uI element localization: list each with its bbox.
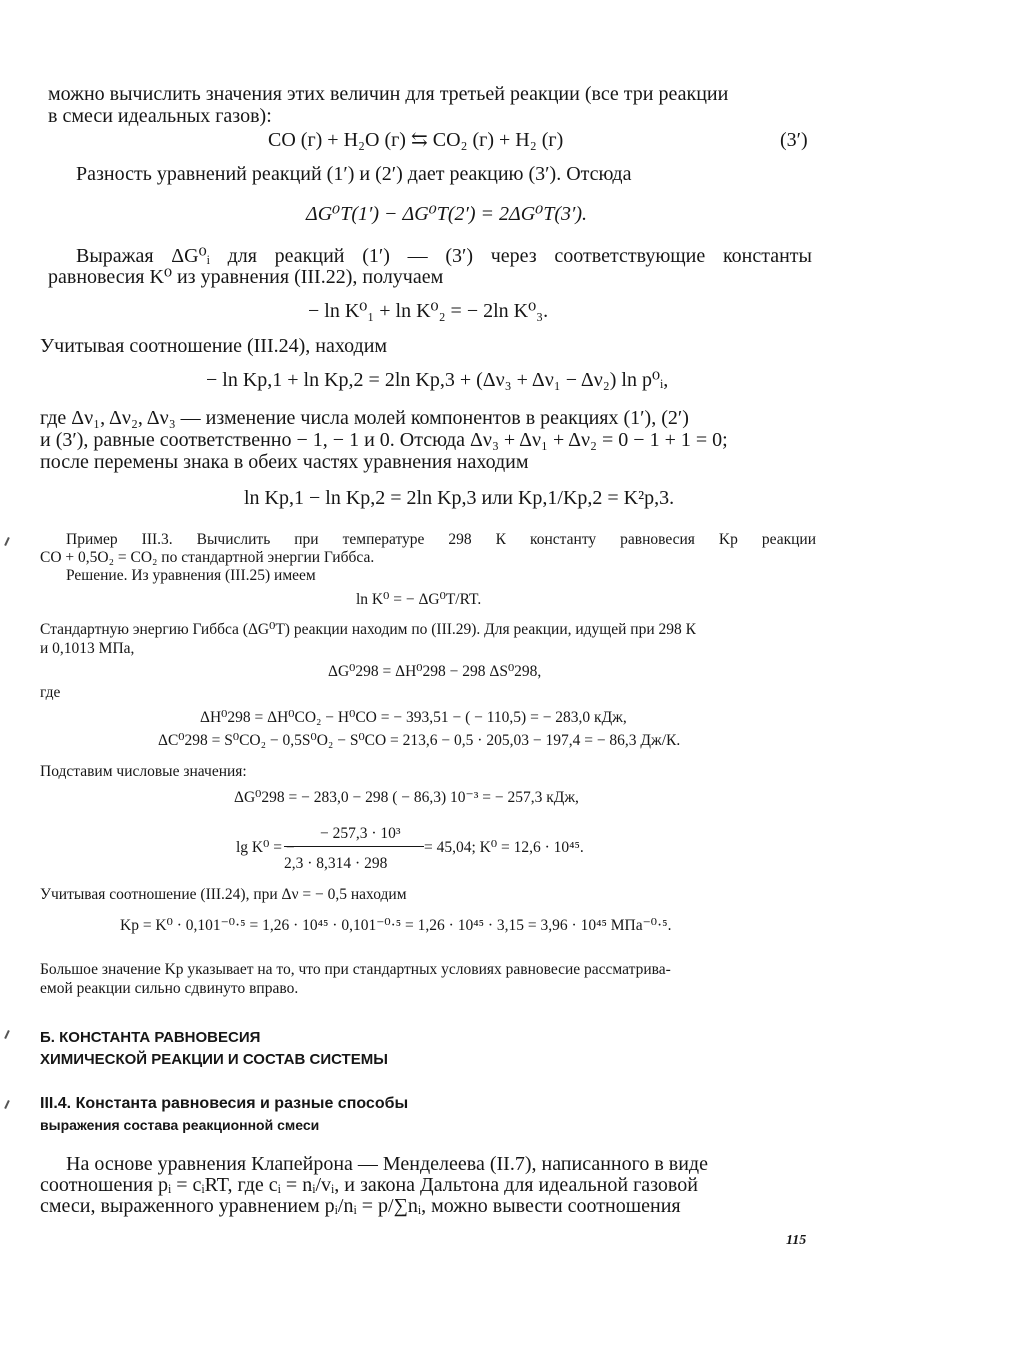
text-line: Стандартную энергию Гиббса (ΔG⁰T) реакции находим по (III.29). Для реакции, идущей при 298 К (40, 621, 696, 638)
text-line: Выражая ΔG⁰ᵢ для реакций (1′) — (3′) через соответствующие константы (76, 245, 812, 267)
fraction-bar (284, 846, 424, 847)
equation: = 45,04; K⁰ = 12,6 · 10⁴⁵. (424, 839, 584, 856)
text-line: смеси, выраженного уравнением pᵢ/nᵢ = p/∑nᵢ, можно вывести соотношения (40, 1195, 681, 1217)
text-line: после перемены знака в обеих частях уравнения находим (40, 451, 529, 473)
fraction-numerator: − 257,3 · 10³ (320, 825, 401, 842)
subsection-heading: III.4. Константа равновесия и разные способы (40, 1095, 409, 1112)
text-line: и (3′), равные соответственно − 1, − 1 и 0. Отсюда Δν₃ + Δν₁ + Δν₂ = 0 − 1 + 1 = 0; (40, 429, 728, 451)
scan-mark (4, 537, 10, 546)
text-line: равновесия K⁰ из уравнения (III.22), получаем (48, 266, 444, 288)
example-heading: Пример III.3. Вычислить при температуре 298 К константу равновесия Kp реакции (66, 531, 816, 548)
text-line: CO + 0,5O₂ = CO₂ по стандартной энергии Гиббса. (40, 549, 375, 566)
equation: ΔH⁰298 = ΔH⁰CO₂ − H⁰CO = − 393,51 − ( − 110,5) = − 283,0 кДж, (200, 709, 627, 726)
section-heading: ХИМИЧЕСКОЙ РЕАКЦИИ И СОСТАВ СИСТЕМЫ (40, 1051, 388, 1068)
fraction-denominator: 2,3 · 8,314 · 298 (284, 855, 388, 872)
text-line: в смеси идеальных газов): (48, 105, 272, 127)
text-line: Учитывая соотношение (III.24), при Δν = − 0,5 находим (40, 886, 407, 903)
text-line: где (40, 684, 61, 701)
text-line: где Δν₁, Δν₂, Δν₃ — изменение числа молей компонентов в реакциях (1′), (2′) (40, 407, 689, 429)
text-line: и 0,1013 МПа, (40, 640, 135, 657)
subsection-heading: выражения состава реакционной смеси (40, 1117, 320, 1133)
equation-3: CO (г) + H₂O (г) ⇆ CO₂ (г) + H₂ (г) (268, 129, 564, 151)
solution-label: Решение. Из уравнения (III.25) имеем (66, 567, 316, 584)
equation: ΔG⁰298 = − 283,0 − 298 ( − 86,3) 10⁻³ = − 257,3 кДж, (234, 789, 579, 806)
text-line: Учитывая соотношение (III.24), находим (40, 335, 388, 357)
section-heading: Б. КОНСТАНТА РАВНОВЕСИЯ (40, 1029, 261, 1046)
text-line: Разность уравнений реакций (1′) и (2′) дает реакцию (3′). Отсюда (76, 163, 632, 185)
equation: Kp = K⁰ · 0,101⁻⁰·⁵ = 1,26 · 10⁴⁵ · 0,101⁻⁰·⁵ = 1,26 · 10⁴⁵ · 3,15 = 3,96 · 10⁴⁵ МПа⁻⁰·⁵. (120, 917, 672, 934)
equation: ln K⁰ = − ΔG⁰T/RT. (356, 591, 482, 608)
page-number: 115 (786, 1233, 807, 1248)
equation: − ln Kp,1 + ln Kp,2 = 2ln Kp,3 + (Δν₃ + Δν₁ − Δν₂) ln p⁰ᵢ, (206, 369, 669, 391)
equation: ln Kp,1 − ln Kp,2 = 2ln Kp,3 или Kp,1/Kp,2 = K²p,3. (244, 487, 675, 509)
equation: lg K⁰ = − (236, 839, 295, 856)
text-line: Подставим числовые значения: (40, 763, 247, 780)
scan-mark (4, 1030, 10, 1039)
text-line: емой реакции сильно сдвинуто вправо. (40, 980, 299, 997)
scan-mark (4, 1100, 10, 1109)
equation: ΔG⁰T(1′) − ΔG⁰T(2′) = 2ΔG⁰T(3′). (306, 203, 588, 225)
equation: ΔC⁰298 = S⁰CO₂ − 0,5S⁰O₂ − S⁰CO = 213,6 − 0,5 · 205,03 − 197,4 = − 86,3 Дж/К. (158, 732, 681, 749)
text-line: соотношения pᵢ = cᵢRT, где cᵢ = nᵢ/vᵢ, и закона Дальтона для идеальной газовой (40, 1174, 698, 1196)
equation: − ln K⁰₁ + ln K⁰₂ = − 2ln K⁰₃. (308, 300, 549, 322)
equation: ΔG⁰298 = ΔH⁰298 − 298 ΔS⁰298, (328, 663, 542, 680)
text-line: Большое значение Kp указывает на то, что при стандартных условиях равновесие рассматрива- (40, 961, 671, 978)
text-line: можно вычислить значения этих величин для третьей реакции (все три реакции (48, 83, 729, 105)
equation-number: (3′) (780, 129, 808, 151)
text-line: На основе уравнения Клапейрона — Менделеева (II.7), написанного в виде (66, 1153, 708, 1175)
